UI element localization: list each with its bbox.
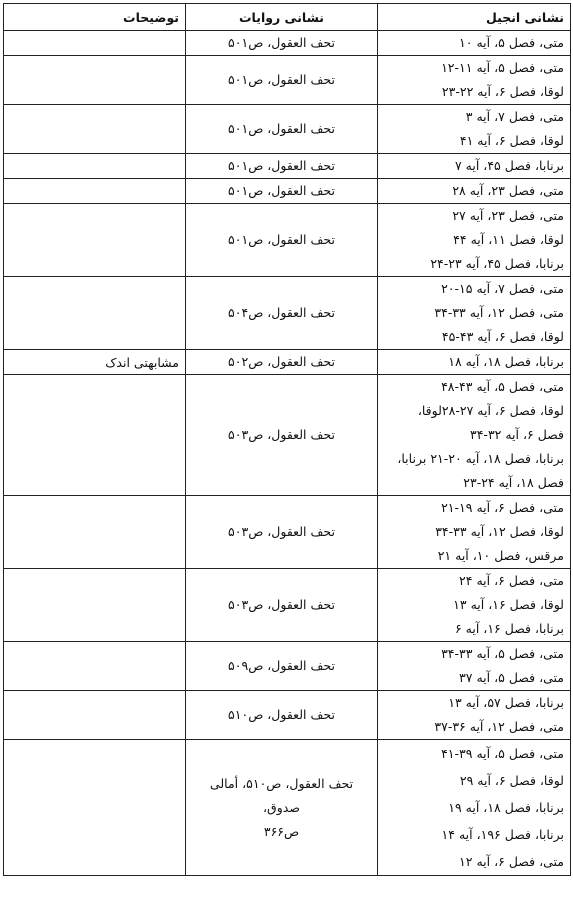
hadith-ref-cell: [186, 350, 378, 375]
gospel-ref-cell: [378, 350, 571, 375]
table-row: [4, 496, 571, 569]
gospel-ref-cell: [378, 56, 571, 105]
gospel-ref-line: متی، فصل ۶، آیه ۱۲: [459, 854, 564, 869]
hadith-ref-line: تحف العقول، ص۵۰۱: [228, 158, 335, 173]
gospel-ref-cell: [378, 179, 571, 204]
gospel-ref-line: لوقا، فصل ۶، آیه ۴۱: [459, 133, 564, 148]
hadith-ref-cell: [186, 740, 378, 876]
notes-cell: [4, 740, 186, 876]
notes-cell: [4, 569, 186, 642]
hadith-ref-line: تحف العقول، ص۵۰۲: [228, 354, 335, 369]
table-row: [4, 740, 571, 876]
gospel-ref-line: لوقا، فصل ۱۱، آیه ۴۴: [453, 232, 564, 247]
notes-cell: [4, 277, 186, 350]
header-hadith-ref: نشانی روایات: [186, 4, 378, 31]
gospel-ref-line: فصل ۶، آیه ۳۲-۳۴: [469, 427, 564, 442]
gospel-ref-line: برنابا، فصل ۱۸، آیه ۱۹: [448, 800, 564, 815]
table-row: [4, 569, 571, 642]
header-row: [4, 4, 571, 31]
gospel-ref-line: متی، فصل ۵، آیه ۳۳-۳۴: [441, 646, 564, 661]
hadith-ref-cell: [186, 204, 378, 277]
gospel-ref-cell: [378, 569, 571, 642]
hadith-ref-cell: [186, 105, 378, 154]
gospel-ref-cell: [378, 154, 571, 179]
gospel-ref-line: متی، فصل ۵، آیه ۳۷: [459, 670, 564, 685]
notes-cell: [4, 642, 186, 691]
table-row: [4, 31, 571, 56]
gospel-ref-line: متی، فصل ۷، آیه ۳: [465, 109, 564, 124]
hadith-ref-line: تحف العقول، ص۵۰۱: [228, 232, 335, 247]
hadith-ref-line: تحف العقول، ص۵۰۱: [228, 183, 335, 198]
gospel-ref-line: لوقا، فصل ۶، آیه ۲۹: [459, 773, 564, 788]
table-row: [4, 691, 571, 740]
hadith-ref-cell: [186, 31, 378, 56]
gospel-ref-line: برنابا، فصل ۱۹۶، آیه ۱۴: [441, 827, 564, 842]
notes-cell: [4, 496, 186, 569]
gospel-ref-cell: [378, 375, 571, 496]
hadith-ref-line: تحف العقول، ص۵۰۱: [228, 35, 335, 50]
notes-cell: مشابهتی اندک: [4, 350, 186, 375]
hadith-ref-cell: [186, 375, 378, 496]
gospel-ref-line: برنابا، فصل ۱۶، آیه ۶: [454, 621, 564, 636]
gospel-ref-line: متی، فصل ۵، آیه ۴۳-۴۸: [441, 379, 564, 394]
table-row: [4, 277, 571, 350]
gospel-ref-line: برنابا، فصل ۴۵، آیه ۷: [454, 158, 564, 173]
hadith-ref-line: تحف العقول، ص۵۱۰، أمالی صدوق،: [209, 775, 354, 815]
hadith-ref-cell: [186, 496, 378, 569]
table-row: [4, 350, 571, 375]
gospel-ref-line: متی، فصل ۵، آیه ۱۱-۱۲: [441, 60, 564, 75]
gospel-ref-cell: [378, 105, 571, 154]
gospel-ref-line: متی، فصل ۲۳، آیه ۲۷: [452, 208, 564, 223]
hadith-ref-line: ص۳۶۶: [263, 823, 300, 839]
gospel-ref-line: متی، فصل ۱۲، آیه ۳۳-۳۴: [434, 305, 564, 320]
notes-cell: [4, 691, 186, 740]
gospel-references-table: [3, 3, 571, 876]
table-body: [4, 31, 571, 876]
hadith-ref-cell: [186, 277, 378, 350]
gospel-ref-line: متی، فصل ۶، آیه ۲۴: [459, 573, 564, 588]
table-row: [4, 56, 571, 105]
hadith-ref-line: تحف العقول، ص۵۰۱: [228, 121, 335, 136]
hadith-ref-line: تحف العقول، ص۵۰۳: [228, 597, 335, 612]
gospel-ref-line: برنابا، فصل ۵۷، آیه ۱۳: [448, 695, 564, 710]
gospel-ref-cell: [378, 740, 571, 876]
gospel-ref-line: لوقا، فصل ۱۶، آیه ۱۳: [453, 597, 564, 612]
gospel-ref-cell: [378, 496, 571, 569]
notes-cell: [4, 31, 186, 56]
gospel-ref-line: لوقا، فصل ۶، آیه ۲۷-۲۸لوقا،: [417, 403, 564, 418]
hadith-ref-cell: [186, 642, 378, 691]
notes-cell: [4, 204, 186, 277]
gospel-ref-line: لوقا، فصل ۱۲، آیه ۳۳-۳۴: [435, 524, 564, 539]
gospel-ref-line: متی، فصل ۵، آیه ۳۹-۴۱: [441, 746, 564, 761]
notes-cell: [4, 56, 186, 105]
gospel-ref-line: متی، فصل ۷، آیه ۱۵-۲۰: [441, 281, 564, 296]
hadith-ref-cell: [186, 691, 378, 740]
gospel-ref-line: لوقا، فصل ۶، آیه ۴۳-۴۵: [441, 329, 564, 344]
gospel-ref-cell: [378, 642, 571, 691]
gospel-ref-line: لوقا، فصل ۶، آیه ۲۲-۲۳: [441, 84, 564, 99]
gospel-ref-line: متی، فصل ۵، آیه ۱۰: [459, 35, 564, 50]
gospel-ref-line: فصل ۱۸، آیه ۲۴-۲۳: [463, 475, 564, 490]
hadith-ref-line: تحف العقول، ص۵۰۳: [228, 524, 335, 539]
hadith-ref-cell: [186, 569, 378, 642]
gospel-ref-cell: [378, 277, 571, 350]
notes-cell: [4, 154, 186, 179]
notes-cell: [4, 179, 186, 204]
gospel-ref-line: متی، فصل ۱۲، آیه ۳۶-۳۷: [434, 719, 564, 734]
hadith-ref-line: تحف العقول، ص۵۰۳: [228, 427, 335, 442]
table-row: [4, 204, 571, 277]
hadith-ref-line: تحف العقول، ص۵۱۰: [228, 707, 335, 722]
notes-cell: [4, 375, 186, 496]
gospel-ref-cell: [378, 204, 571, 277]
gospel-ref-line: متی، فصل ۲۳، آیه ۲۸: [452, 183, 564, 198]
gospel-ref-cell: [378, 31, 571, 56]
header-notes: توضیحات: [4, 4, 186, 31]
gospel-ref-line: متی، فصل ۶، آیه ۱۹-۲۱: [441, 500, 564, 515]
hadith-ref-line: تحف العقول، ص۵۰۹: [228, 658, 335, 673]
table-row: [4, 642, 571, 691]
gospel-ref-cell: [378, 691, 571, 740]
gospel-ref-line: مرقس، فصل ۱۰، آیه ۲۱: [437, 548, 564, 563]
notes-cell: [4, 105, 186, 154]
hadith-ref-line: تحف العقول، ص۵۰۴: [228, 305, 335, 320]
gospel-ref-line: برنابا، فصل ۱۸، آیه ۲۰-۲۱ برنابا،: [397, 451, 564, 466]
gospel-ref-line: برنابا، فصل ۱۸، آیه ۱۸: [448, 354, 564, 369]
hadith-ref-cell: [186, 56, 378, 105]
hadith-ref-line: تحف العقول، ص۵۰۱: [228, 72, 335, 87]
hadith-ref-cell: [186, 154, 378, 179]
gospel-ref-line: برنابا، فصل ۴۵، آیه ۲۳-۲۴: [430, 256, 564, 271]
hadith-ref-cell: [186, 179, 378, 204]
header-gospel-ref: نشانی انجیل: [378, 4, 571, 31]
table-row: [4, 154, 571, 179]
table-row: [4, 375, 571, 496]
table-row: [4, 179, 571, 204]
table-row: [4, 105, 571, 154]
